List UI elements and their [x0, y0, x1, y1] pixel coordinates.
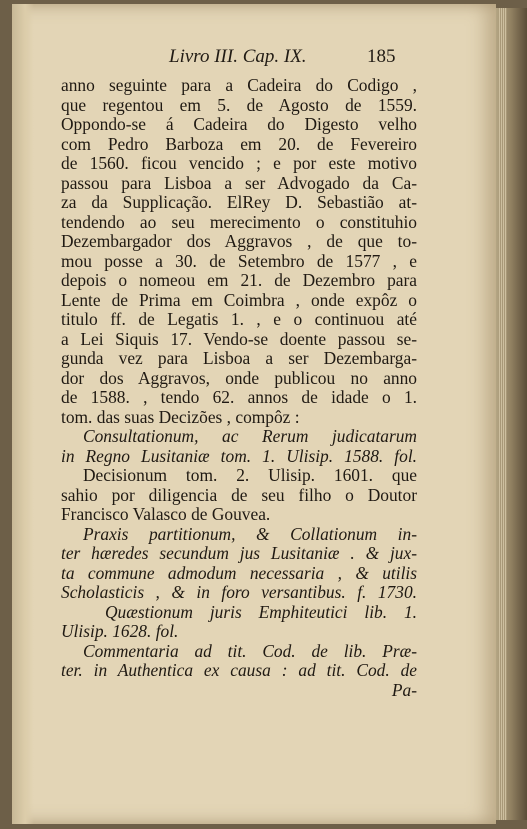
- text-line: com Pedro Barboza em 20. de Fevereiro: [61, 133, 417, 154]
- bibliography-entry: Praxis partitionum, & Collationum in-: [83, 523, 417, 544]
- text-line: tom. das suas Decizões , compôz :: [61, 406, 300, 427]
- text-line: Oppondo-se á Cadeira do Digesto velho: [61, 114, 417, 134]
- text-line: Lente de Prima em Coimbra , onde expôz o: [61, 289, 417, 310]
- text-line: que regentou em 5. de Agosto de 1559.: [61, 94, 417, 115]
- text-line: a Lei Siquis 17. Vendo-se doente passou se-: [61, 328, 417, 349]
- text-line: dor dos Aggravos, onde publicou no anno: [61, 367, 417, 388]
- page-header: [12, 44, 496, 72]
- text-line: passou para Lisboa a ser Advogado da Ca-: [61, 172, 417, 193]
- text-line: de 1588. , tendo 62. annos de idade o 1.: [61, 387, 417, 407]
- bibliography-entry: in Regno Lusitaniæ tom. 1. Ulisip. 1588. fol.: [61, 445, 417, 466]
- text-line: titulo ff. de Legatis 1. , e o continuou até: [61, 309, 417, 329]
- page-number: 185: [367, 46, 396, 67]
- running-head: Livro III. Cap. IX.: [169, 46, 307, 67]
- bibliography-entry: Consultationum, ac Rerum judicatarum: [83, 426, 417, 446]
- text-line: za da Supplicação. ElRey D. Sebastião at-: [61, 192, 417, 212]
- text-line: tendendo ao seu merecimento o constituhio: [61, 211, 417, 232]
- bibliography-entry: ter. in Authentica ex causa : ad tit. Cod. de: [61, 660, 417, 680]
- page-edges: [499, 8, 507, 820]
- bibliography-entry: Scholasticis , & in foro versantibus. f. 1730.: [61, 582, 417, 602]
- text-line: Dezembargador dos Aggravos , de que to-: [61, 231, 417, 251]
- text-line: mou posse a 30. de Setembro de 1577 , e: [61, 250, 417, 271]
- page-gutter-shadow: [12, 4, 34, 824]
- bibliography-entry: ta commune admodum necessaria , & utilis: [61, 562, 417, 583]
- body-text: [61, 76, 417, 700]
- text-line: depois o nomeou em 21. de Dezembro para: [61, 270, 417, 290]
- text-line: anno seguinte para a Cadeira do Codigo ,: [61, 75, 417, 95]
- bibliography-entry: ter hæredes secundum jus Lusitaniæ . & jux-: [61, 543, 417, 563]
- text-line: de 1560. ficou vencido ; e por este motivo: [61, 153, 417, 173]
- bibliography-entry: Quæstionum juris Emphiteutici lib. 1.: [105, 601, 417, 622]
- text-line: sahio por diligencia de seu filho o Doutor: [61, 484, 417, 505]
- text-line: Francisco Valasco de Gouvea.: [61, 504, 271, 524]
- bibliography-entry: Ulisip. 1628. fol.: [61, 621, 179, 641]
- text-line: gunda vez para Lisboa a ser Dezembarga-: [61, 348, 417, 368]
- bibliography-entry: Decisionum tom. 2. Ulisip. 1601. que: [83, 465, 417, 485]
- bibliography-entry: Commentaria ad tit. Cod. de lib. Præ-: [83, 640, 417, 661]
- book-page: [12, 4, 496, 824]
- catchword: Pa-: [391, 679, 417, 700]
